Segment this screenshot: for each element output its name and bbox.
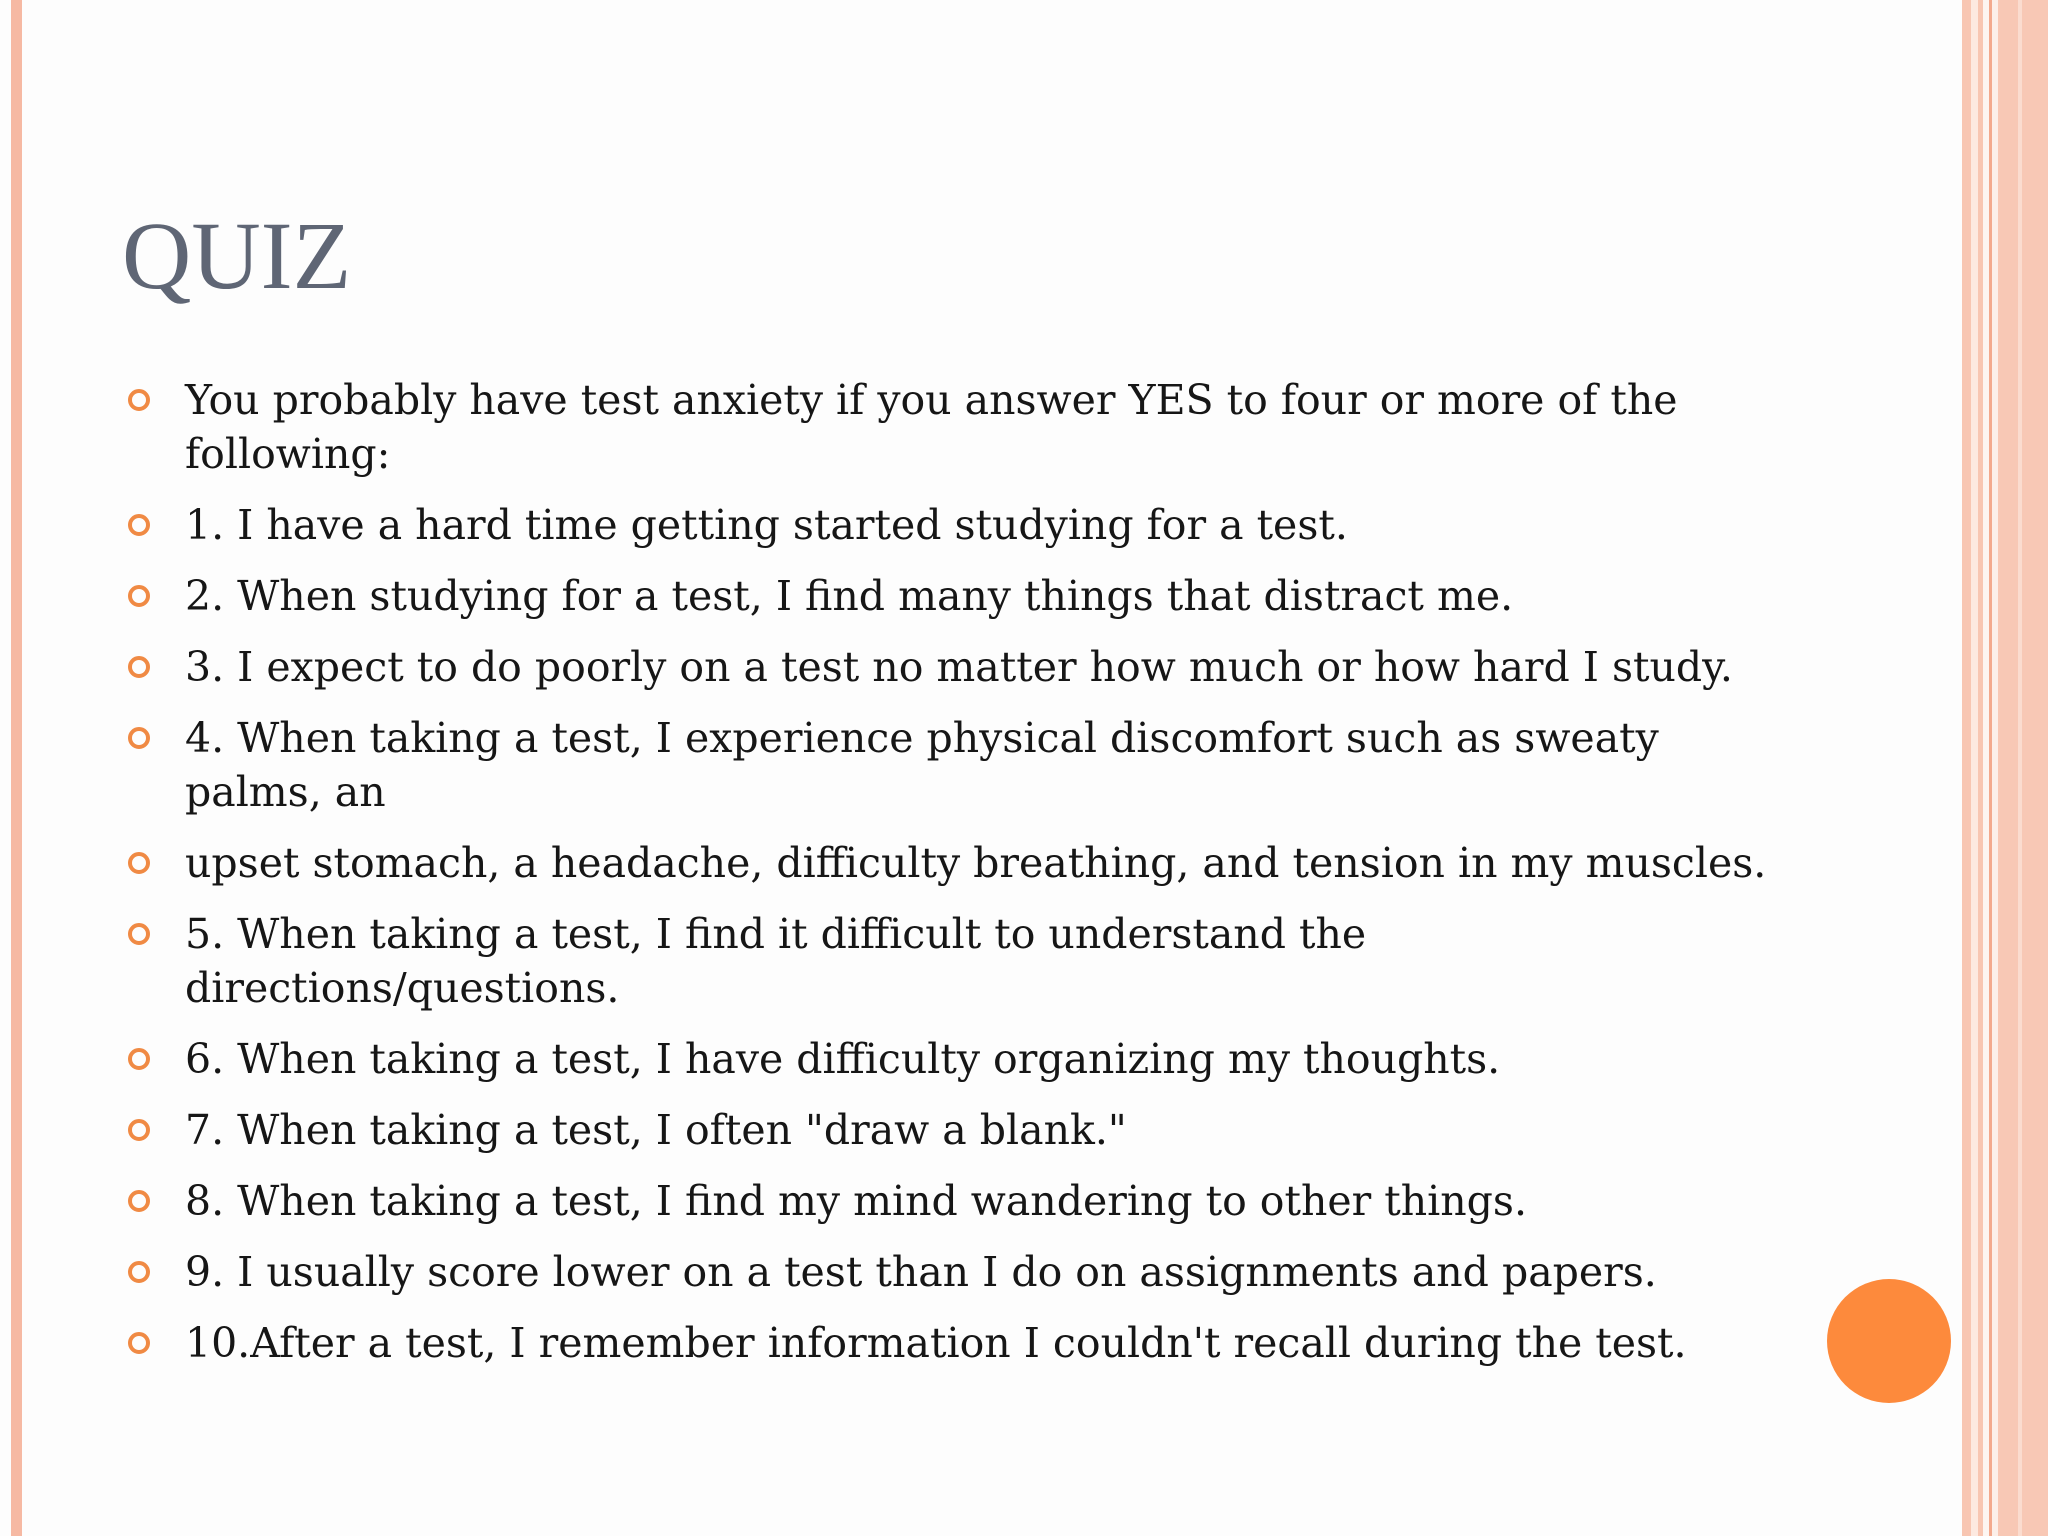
circle-bullet-icon (128, 923, 150, 945)
bullet-item-10 (124, 1316, 1774, 1370)
bullet-item-2 (124, 569, 1774, 623)
bullet-text: 8. When taking a test, I find my mind wandering to other things. (185, 1177, 1527, 1225)
circle-bullet-icon (128, 1332, 150, 1354)
bullet-text: 7. When taking a test, I often "draw a blank." (185, 1106, 1127, 1154)
bullet-text: You probably have test anxiety if you answer YES to four or more of the following: (185, 376, 1678, 478)
left-border-stripe (11, 0, 22, 1536)
bullet-item-6 (124, 1032, 1774, 1086)
circle-bullet-icon (128, 727, 150, 749)
bullet-item-3 (124, 640, 1774, 694)
bullet-text: 3. I expect to do poorly on a test no matter how much or how hard I study. (185, 643, 1733, 691)
bullet-text: 2. When studying for a test, I find many things that distract me. (185, 572, 1514, 620)
bullet-text: 9. I usually score lower on a test than I do on assignments and papers. (185, 1248, 1657, 1296)
circle-bullet-icon (128, 514, 150, 536)
bullet-text: 4. When taking a test, I experience physical discomfort such as sweaty palms, an (185, 714, 1659, 816)
bullet-text: upset stomach, a headache, difficulty breathing, and tension in my muscles. (185, 839, 1767, 887)
bullet-item-4-continued (124, 836, 1774, 890)
bullet-item-9 (124, 1245, 1774, 1299)
bullet-item-5 (124, 907, 1774, 1015)
bullet-text: 10.After a test, I remember information I couldn't recall during the test. (185, 1319, 1687, 1367)
bullet-item-8 (124, 1174, 1774, 1228)
right-border-stripe (1998, 0, 2048, 1536)
right-border-stripe (1962, 0, 1971, 1536)
decorative-orange-circle (1827, 1279, 1951, 1403)
bullet-item-4 (124, 711, 1774, 819)
bullet-item-7 (124, 1103, 1774, 1157)
bullet-text: 1. I have a hard time getting started studying for a test. (185, 501, 1348, 549)
circle-bullet-icon (128, 1261, 150, 1283)
circle-bullet-icon (128, 852, 150, 874)
slide-title: QUIZ (122, 202, 352, 309)
bullet-text: 5. When taking a test, I find it difficult to understand the directions/questions. (185, 910, 1367, 1012)
right-border-stripe (2018, 0, 2022, 1536)
right-border-stripe (1971, 0, 1978, 1536)
bullet-item-intro (124, 373, 1774, 481)
circle-bullet-icon (128, 389, 150, 411)
bullet-item-1 (124, 498, 1774, 552)
circle-bullet-icon (128, 585, 150, 607)
circle-bullet-icon (128, 1190, 150, 1212)
circle-bullet-icon (128, 656, 150, 678)
circle-bullet-icon (128, 1119, 150, 1141)
bullet-text: 6. When taking a test, I have difficulty organizing my thoughts. (185, 1035, 1501, 1083)
bullet-list (124, 373, 1774, 1387)
circle-bullet-icon (128, 1048, 150, 1070)
